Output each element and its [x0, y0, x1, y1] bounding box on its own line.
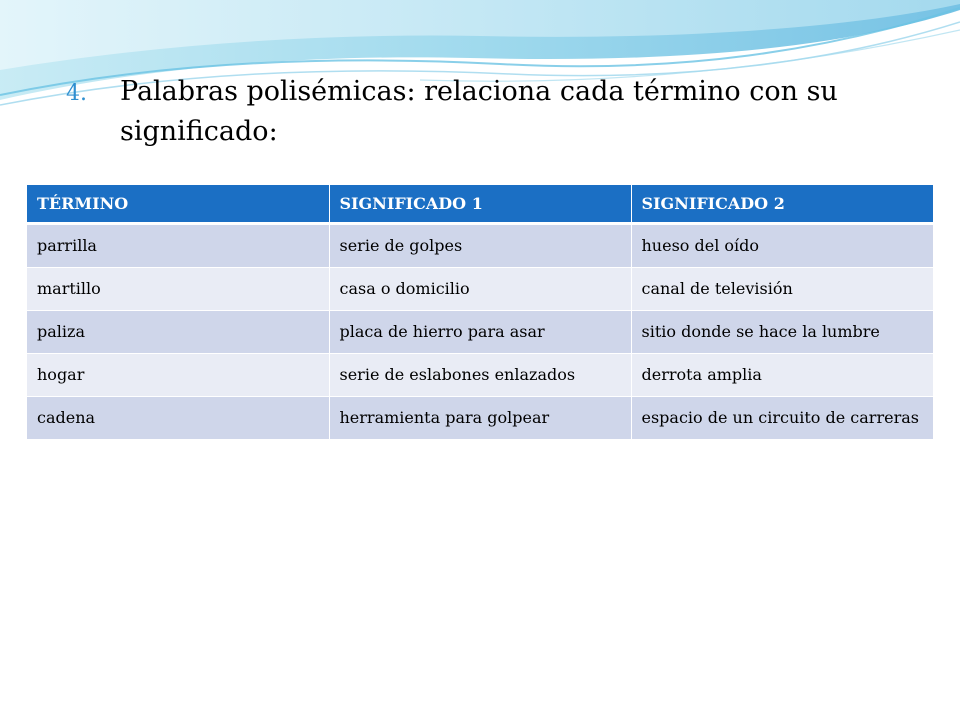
- table-row: [27, 396, 933, 439]
- table-row: [27, 267, 933, 310]
- term-cell: parrilla: [27, 223, 329, 267]
- term-cell: cadena: [27, 396, 329, 439]
- meaning-2-cell: canal de televisión: [631, 267, 933, 310]
- meaning-1-cell: casa o domicilio: [329, 267, 631, 310]
- header-significado-2: SIGNIFICADO 2: [631, 185, 933, 223]
- meaning-2-cell: espacio de un circuito de carreras: [631, 396, 933, 439]
- list-number: 4.: [66, 81, 87, 106]
- term-cell: hogar: [27, 353, 329, 396]
- meaning-1-cell: herramienta para golpear: [329, 396, 631, 439]
- term-cell: martillo: [27, 267, 329, 310]
- meaning-2-cell: derrota amplia: [631, 353, 933, 396]
- meaning-1-cell: placa de hierro para asar: [329, 310, 631, 353]
- meaning-1-cell: serie de eslabones enlazados: [329, 353, 631, 396]
- meaning-2-cell: sitio donde se hace la lumbre: [631, 310, 933, 353]
- header-termino: TÉRMINO: [27, 185, 329, 223]
- slide-title: Palabras polisémicas: relaciona cada término con su significado:: [120, 76, 838, 147]
- slide-heading: [66, 72, 926, 152]
- header-significado-1: SIGNIFICADO 1: [329, 185, 631, 223]
- meaning-2-cell: hueso del oído: [631, 223, 933, 267]
- term-cell: paliza: [27, 310, 329, 353]
- table-header-row: [27, 185, 933, 223]
- table-row: [27, 353, 933, 396]
- table-row: [27, 223, 933, 267]
- table-row: [27, 310, 933, 353]
- meaning-1-cell: serie de golpes: [329, 223, 631, 267]
- terms-table: [27, 185, 934, 440]
